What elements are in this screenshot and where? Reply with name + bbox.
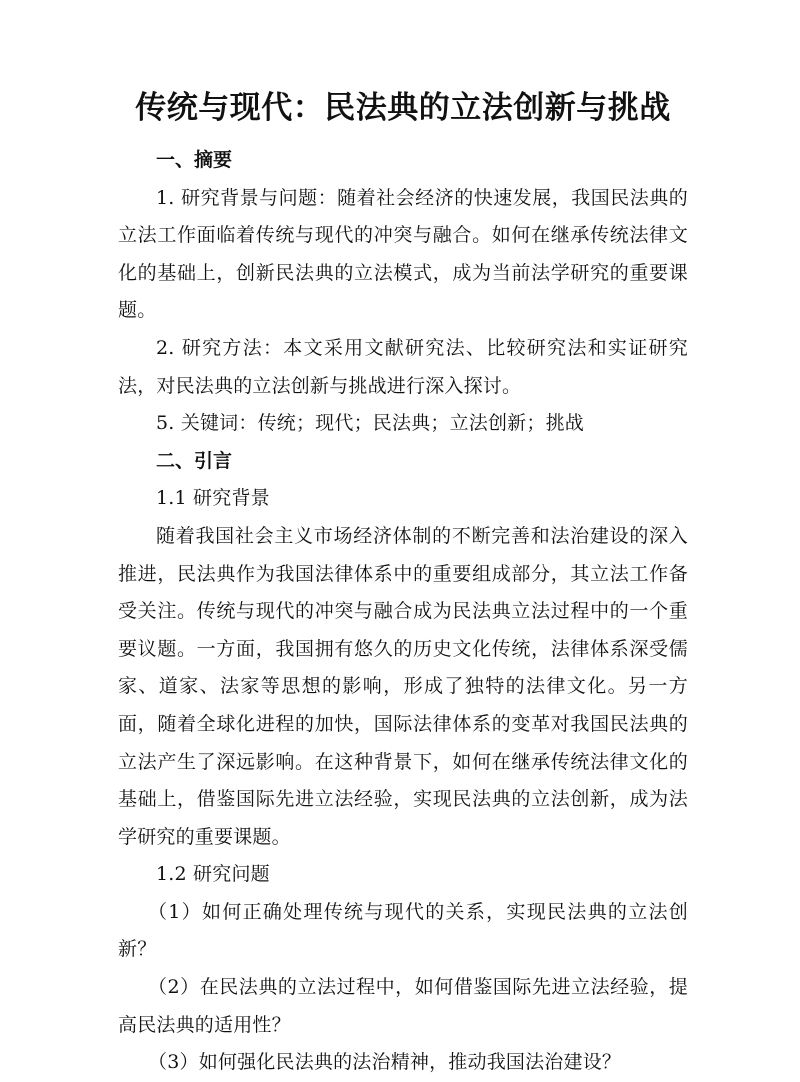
intro-paragraph: 随着我国社会主义市场经济体制的不断完善和法治建设的深入推进，民法典作为我国法律体系中的重要组成部分，其立法工作备受关注。传统与现代的冲突与融合成为民法典立法过程中的一个重要议题。一方面，我国拥有悠久的历史文化传统，法律体系深受儒家、道家、法家等思想的影响，形成了独特的法律文化。另一方面，随着全球化进程的加快，国际法律体系的变革对我国民法典的立法产生了深远影响。在这种背景下，如何在继承传统法律文化的基础上，借鉴国际先进立法经验，实现民法典的立法创新，成为法学研究的重要课题。 <box>118 524 688 848</box>
subheading-research-background: 1.1 研究背景 <box>156 487 270 510</box>
subheading-research-questions: 1.2 研究问题 <box>156 863 270 886</box>
abstract-paragraph-1: 1. 研究背景与问题：随着社会经济的快速发展，我国民法典的立法工作面临着传统与现代的冲突与融合。如何在继承传统法律文化的基础上，创新民法典的立法模式，成为当前法学研究的重要课题。 <box>118 186 688 322</box>
abstract-heading: 一、摘要 <box>156 149 233 171</box>
document-page <box>118 88 688 1082</box>
research-question-1: （1）如何正确处理传统与现代的关系，实现民法典的立法创新？ <box>118 900 688 961</box>
document-title: 传统与现代：民法典的立法创新与挑战 <box>135 90 671 126</box>
research-question-2: （2）在民法典的立法过程中，如何借鉴国际先进立法经验，提高民法典的适用性？ <box>118 976 688 1036</box>
intro-heading: 二、引言 <box>156 449 233 472</box>
research-question-3: （3）如何强化民法典的法治精神，推动我国法治建设？ <box>148 1051 622 1074</box>
abstract-paragraph-2: 2. 研究方法：本文采用文献研究法、比较研究法和实证研究法，对民法典的立法创新与挑战进行深入探讨。 <box>118 336 688 397</box>
keywords-paragraph: 5. 关键词：传统；现代；民法典；立法创新；挑战 <box>156 412 584 435</box>
